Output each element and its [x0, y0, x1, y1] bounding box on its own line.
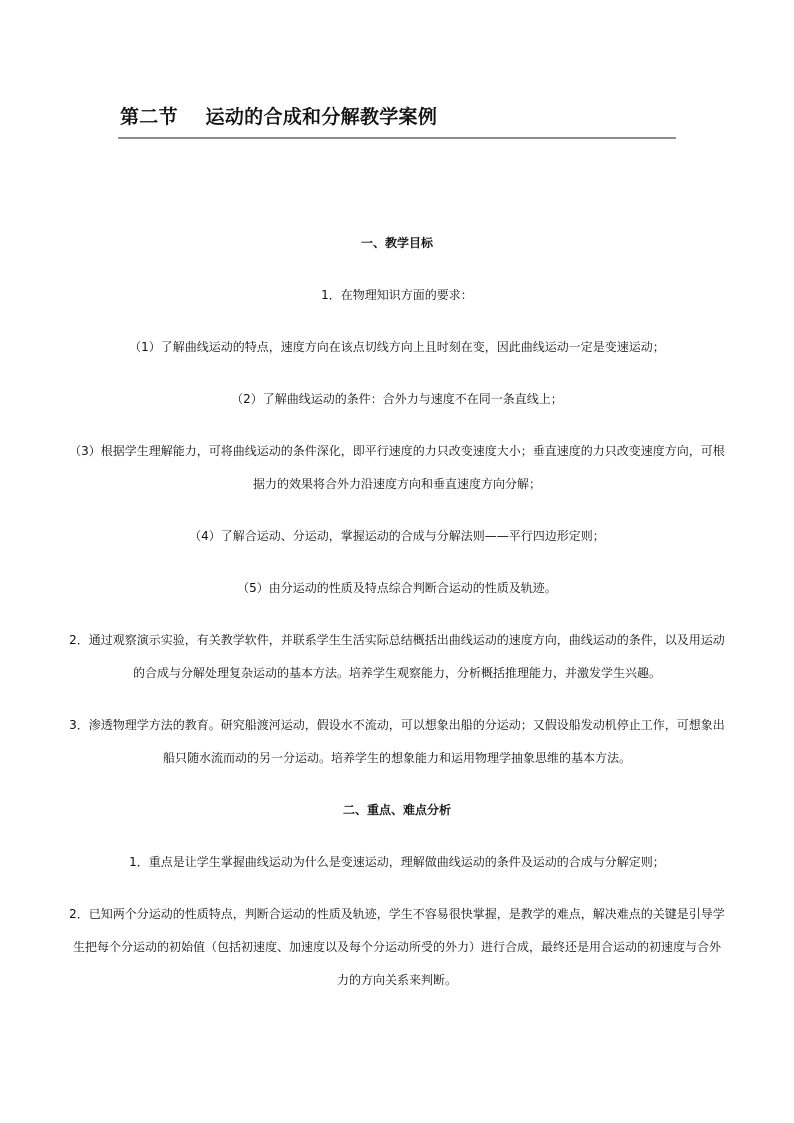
- paragraph-line: 2．通过观察演示实验，有关教学软件，并联系学生生活实际总结概括出曲线运动的速度方向，曲线运动的条件，以及用运动: [69, 633, 725, 647]
- paragraph-line: （5）由分运动的性质及特点综合判断合运动的性质及轨迹。: [237, 581, 557, 595]
- paragraph-line: （1）了解曲线运动的特点，速度方向在该点切线方向上且时刻在变，因此曲线运动一定是变速运动；: [129, 340, 665, 354]
- paragraph-line: 生把每个分运动的初始值（包括初速度、加速度以及每个分运动所受的外力）进行合成，最终还是用合运动的初速度与合外: [72, 940, 721, 954]
- paragraph-line: 2．已知两个分运动的性质特点，判断合运动的性质及轨迹，学生不容易很快掌握，是教学的难点，解决难点的关键是引导学: [69, 907, 725, 921]
- section-heading-objectives: 一、教学目标: [360, 236, 433, 250]
- paragraph-line: 的合成与分解处理复杂运动的基本方法。培养学生观察能力，分析概括推理能力，并激发学生兴趣。: [132, 666, 661, 680]
- paragraph-line: 1．在物理知识方面的要求：: [321, 288, 473, 302]
- paragraph-line: 据力的效果将合外力沿速度方向和垂直速度方向分解；: [252, 477, 541, 491]
- paragraph-line: （3）根据学生理解能力，可将曲线运动的条件深化，即平行速度的力只改变速度大小；垂直速度的力只改变速度方向，可根: [69, 444, 725, 458]
- paragraph-line: 力的方向关系来判断。: [336, 973, 457, 987]
- paragraph-line: （2）了解曲线运动的条件：合外力与速度不在同一条直线上；: [231, 392, 563, 406]
- title-underline: [118, 137, 676, 139]
- document-title: 第二节 运动的合成和分解教学案例: [120, 106, 438, 128]
- paragraph-line: 1．重点是让学生掌握曲线运动为什么是变速运动，理解做曲线运动的条件及运动的合成与分解定则；: [129, 855, 665, 869]
- section-heading-key-points: 二、重点、难点分析: [342, 803, 451, 817]
- paragraph-line: 3．渗透物理学方法的教育。研究船渡河运动，假设水不流动，可以想象出船的分运动；又假设船发动机停止工作，可想象出: [69, 718, 725, 732]
- paragraph-line: 船只随水流而动的另一分运动。培养学生的想象能力和运用物理学抽象思维的基本方法。: [162, 751, 631, 765]
- paragraph-line: （4）了解合运动、分运动，掌握运动的合成与分解法则——平行四边形定则；: [189, 529, 605, 543]
